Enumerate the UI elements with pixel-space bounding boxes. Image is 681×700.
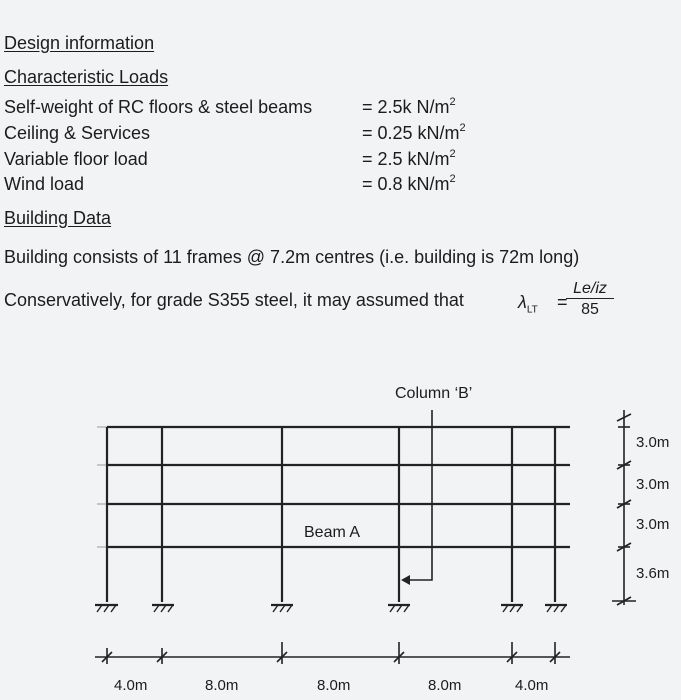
lambda-lt-symbol: $\lambda_{LT}$ [518, 292, 538, 316]
fixed-support-4 [388, 605, 410, 612]
fixed-support-6 [545, 605, 567, 612]
storey-height-1: 3.6m [636, 565, 670, 582]
width-dimension [95, 642, 570, 664]
load-label-ceiling: Ceiling & Services [4, 123, 151, 143]
beam-a-label: Beam A [304, 524, 361, 541]
load-value-ceiling: = 0.25 $kN/m^2$ [362, 122, 466, 143]
bay-width-5: 4.0m [515, 677, 549, 694]
bay-width-4: 8.0m [428, 677, 462, 694]
bay-width-3: 8.0m [317, 677, 351, 694]
building-data-heading: Building Data [4, 208, 112, 228]
storey-height-3: 3.0m [636, 476, 670, 493]
char-loads-heading: Characteristic Loads [4, 67, 169, 87]
design-info-title: Design information [4, 33, 155, 53]
storey-height-4: 3.0m [636, 434, 670, 451]
steel-assumption-text: Conservatively, for grade S355 steel, it may assumed that [4, 290, 464, 310]
fixed-support-1 [95, 605, 118, 612]
load-label-variable: Variable floor load [4, 149, 148, 169]
load-value-variable: = 2.5 $kN/m^2$ [362, 148, 456, 169]
column-b-arrowhead [401, 575, 410, 585]
building-frames-text: Building consists of 11 frames @ 7.2m centres (i.e. building is 72m long) [4, 247, 580, 267]
load-label-wind: Wind load [4, 174, 85, 194]
fixed-support-3 [271, 605, 293, 612]
fixed-support-5 [501, 605, 523, 612]
bay-width-2: 8.0m [205, 677, 239, 694]
storey-height-2: 3.0m [636, 516, 670, 533]
column-b-label: Column ‘B’ [395, 385, 473, 402]
fraction-numerator: Le/iz [566, 280, 614, 299]
fraction-denominator: 85 [581, 301, 599, 318]
height-dimension [612, 410, 636, 605]
fixed-support-2 [152, 605, 174, 612]
load-label-selfweight: Self-weight of RC floors & steel beams [4, 97, 313, 117]
column-b-leader [404, 410, 432, 580]
lambda-equals: = [557, 292, 568, 312]
load-value-selfweight: = 2.5k $N/m^2$ [362, 96, 456, 117]
bay-width-1: 4.0m [114, 677, 148, 694]
load-value-wind: = 0.8 $kN/m^2$ [362, 173, 456, 194]
